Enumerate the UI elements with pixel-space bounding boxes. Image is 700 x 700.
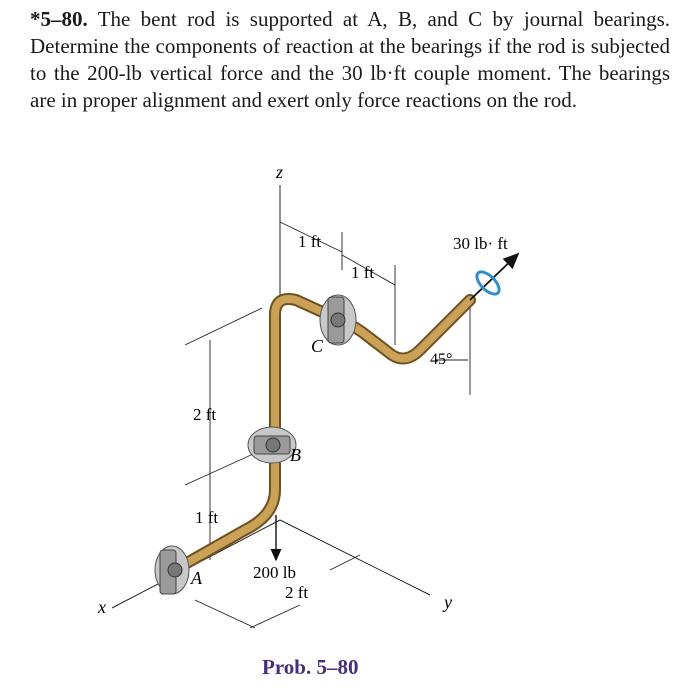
y-axis-label: y <box>444 592 452 612</box>
label-a: A <box>191 568 202 588</box>
dim-1ft-vertical: 1 ft <box>195 508 219 527</box>
figure-caption: Prob. 5–80 <box>262 655 359 679</box>
dim-2ft-vertical: 2 ft <box>193 405 217 424</box>
dim-1ft-top-right: 1 ft <box>351 263 375 282</box>
dim-1ft-top-left: 1 ft <box>298 232 322 251</box>
bearing-c <box>320 295 356 345</box>
angle-label: 45° <box>430 351 453 368</box>
rod <box>178 299 470 568</box>
x-axis-label: x <box>98 597 106 617</box>
bearing-b <box>248 427 296 463</box>
z-axis-label: z <box>276 162 284 182</box>
problem-text: The bent rod is supported at A, B, and C by journal bearings. Determine the components of reaction at the bearings if the rod is subjected to the 200-lb vertical force and the 30 lb·ft couple moment. The bearings are in proper alignment and exert only force reactions on the rod. <box>30 7 671 112</box>
problem-number: *5–80. <box>30 7 88 31</box>
dimension-lines <box>185 222 470 628</box>
dim-2ft-bottom: 2 ft <box>285 583 309 602</box>
label-b: B <box>290 445 301 465</box>
force-label: 200 lb <box>253 563 296 582</box>
label-c: C <box>311 336 324 356</box>
bearing-a <box>155 546 189 594</box>
moment-label: 30 lb· ft <box>453 234 508 253</box>
